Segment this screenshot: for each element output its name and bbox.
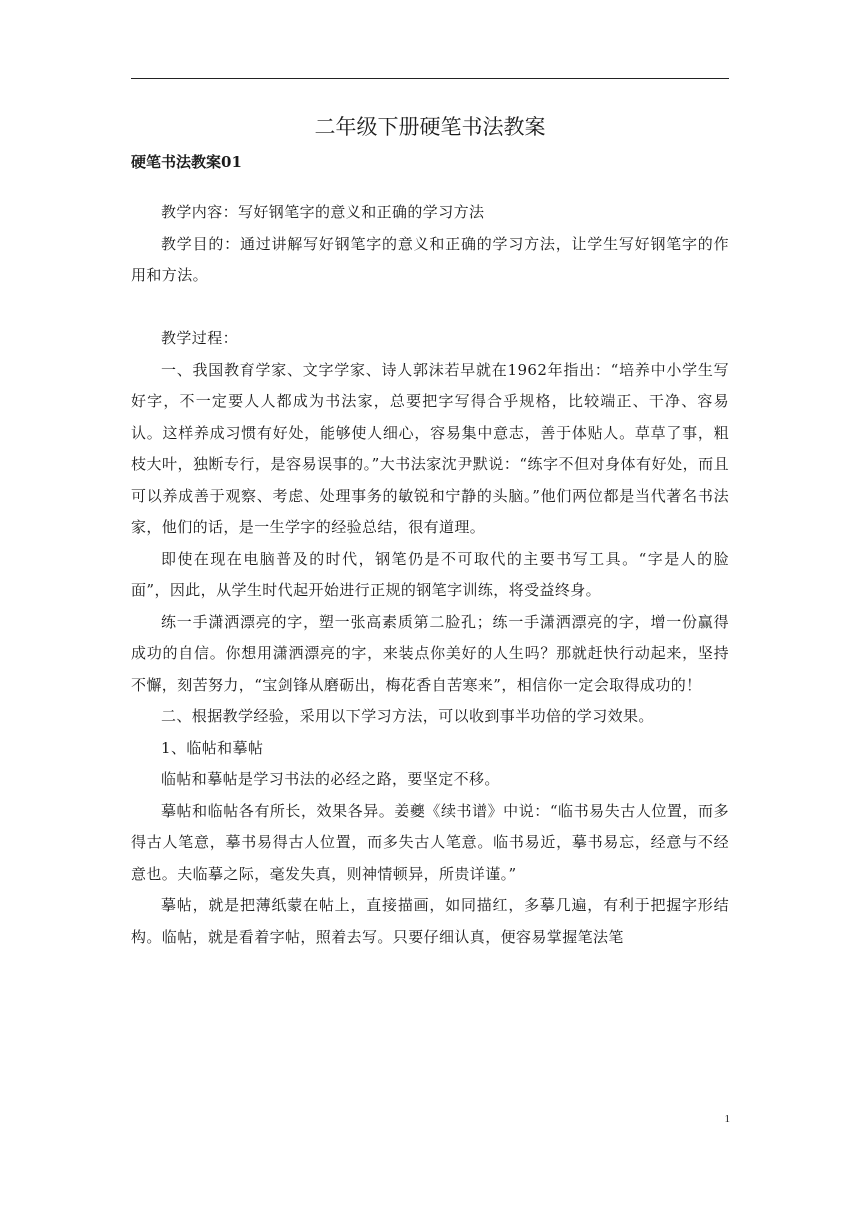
paragraph-process-heading: 教学过程： (161, 329, 239, 347)
paragraph-computer-era: 即使在现在电脑普及的时代，钢笔仍是不可取代的主要书写工具。“字是人的脸面”，因此，从学生时代起开始进行正规的钢笔字训练，将受益终身。 (131, 549, 729, 599)
paragraph-handsome-writing: 练一手潇洒漂亮的字，塑一张高素质第二脸孔；练一手潇洒漂亮的字，增一份赢得成功的自信。你想用潇洒漂亮的字，来装点你美好的人生吗？那就赶快行动起来，坚持不懈，刻苦努力，“宝剑锋从磨砺出，梅花香自苦寒来”，相信你一定会取得成功的！ (131, 612, 729, 694)
paragraph-point-one: 一、我国教育学家、文字学家、诗人郭沫若早就在1962年指出：“培养中小学生写好字，不一定要人人都成为书法家，总要把字写得合乎规格，比较端正、干净、容易认。这样养成习惯有好处，能够使人细心，容易集中意志，善于体贴人。草草了事，粗枝大叶，独断专行，是容易误事的。”大书法家沈尹默说：“练字不但对身体有好处，而且可以养成善于观察、考虑、处理事务的敏锐和宁静的头脑。”他们两位都是当代著名书法家，他们的话，是一生学字的经验总结，很有道理。 (131, 360, 729, 536)
paragraph-jiang-kui-quote: 摹帖和临帖各有所长，效果各异。姜夔《续书谱》中说：“临书易失古人位置，而多得古人笔意，摹书易得古人位置，而多失古人笔意。临书易近，摹书易忘，经意与不经意也。夫临摹之际，毫发失真，则神情顿异，所贵详谨。” (131, 801, 729, 883)
page-number: 1 (724, 1113, 730, 1125)
blank-line (131, 292, 729, 324)
document-body (131, 197, 729, 953)
paragraph-copying-path: 临帖和摹帖是学习书法的必经之路，要坚定不移。 (161, 770, 500, 788)
document-title: 二年级下册硬笔书法教案 (314, 115, 546, 139)
paragraph-teaching-content: 教学内容：写好钢笔字的意义和正确的学习方法 (161, 203, 485, 221)
paragraph-tracing-explained: 摹帖，就是把薄纸蒙在帖上，直接描画，如同描红，多摹几遍，有利于把握字形结构。临帖，就是看着字帖，照着去写。只要仔细认真，便容易掌握笔法笔 (131, 896, 729, 946)
paragraph-subheading-copying: 1、临帖和摹帖 (161, 738, 264, 757)
section-heading: 硬笔书法教案01 (131, 153, 242, 171)
header-rule (131, 78, 729, 79)
paragraph-teaching-goal: 教学目的：通过讲解写好钢笔字的意义和正确的学习方法，让学生写好钢笔字的作用和方法。 (131, 234, 729, 284)
paragraph-point-two: 二、根据教学经验，采用以下学习方法，可以收到事半功倍的学习效果。 (161, 707, 654, 725)
